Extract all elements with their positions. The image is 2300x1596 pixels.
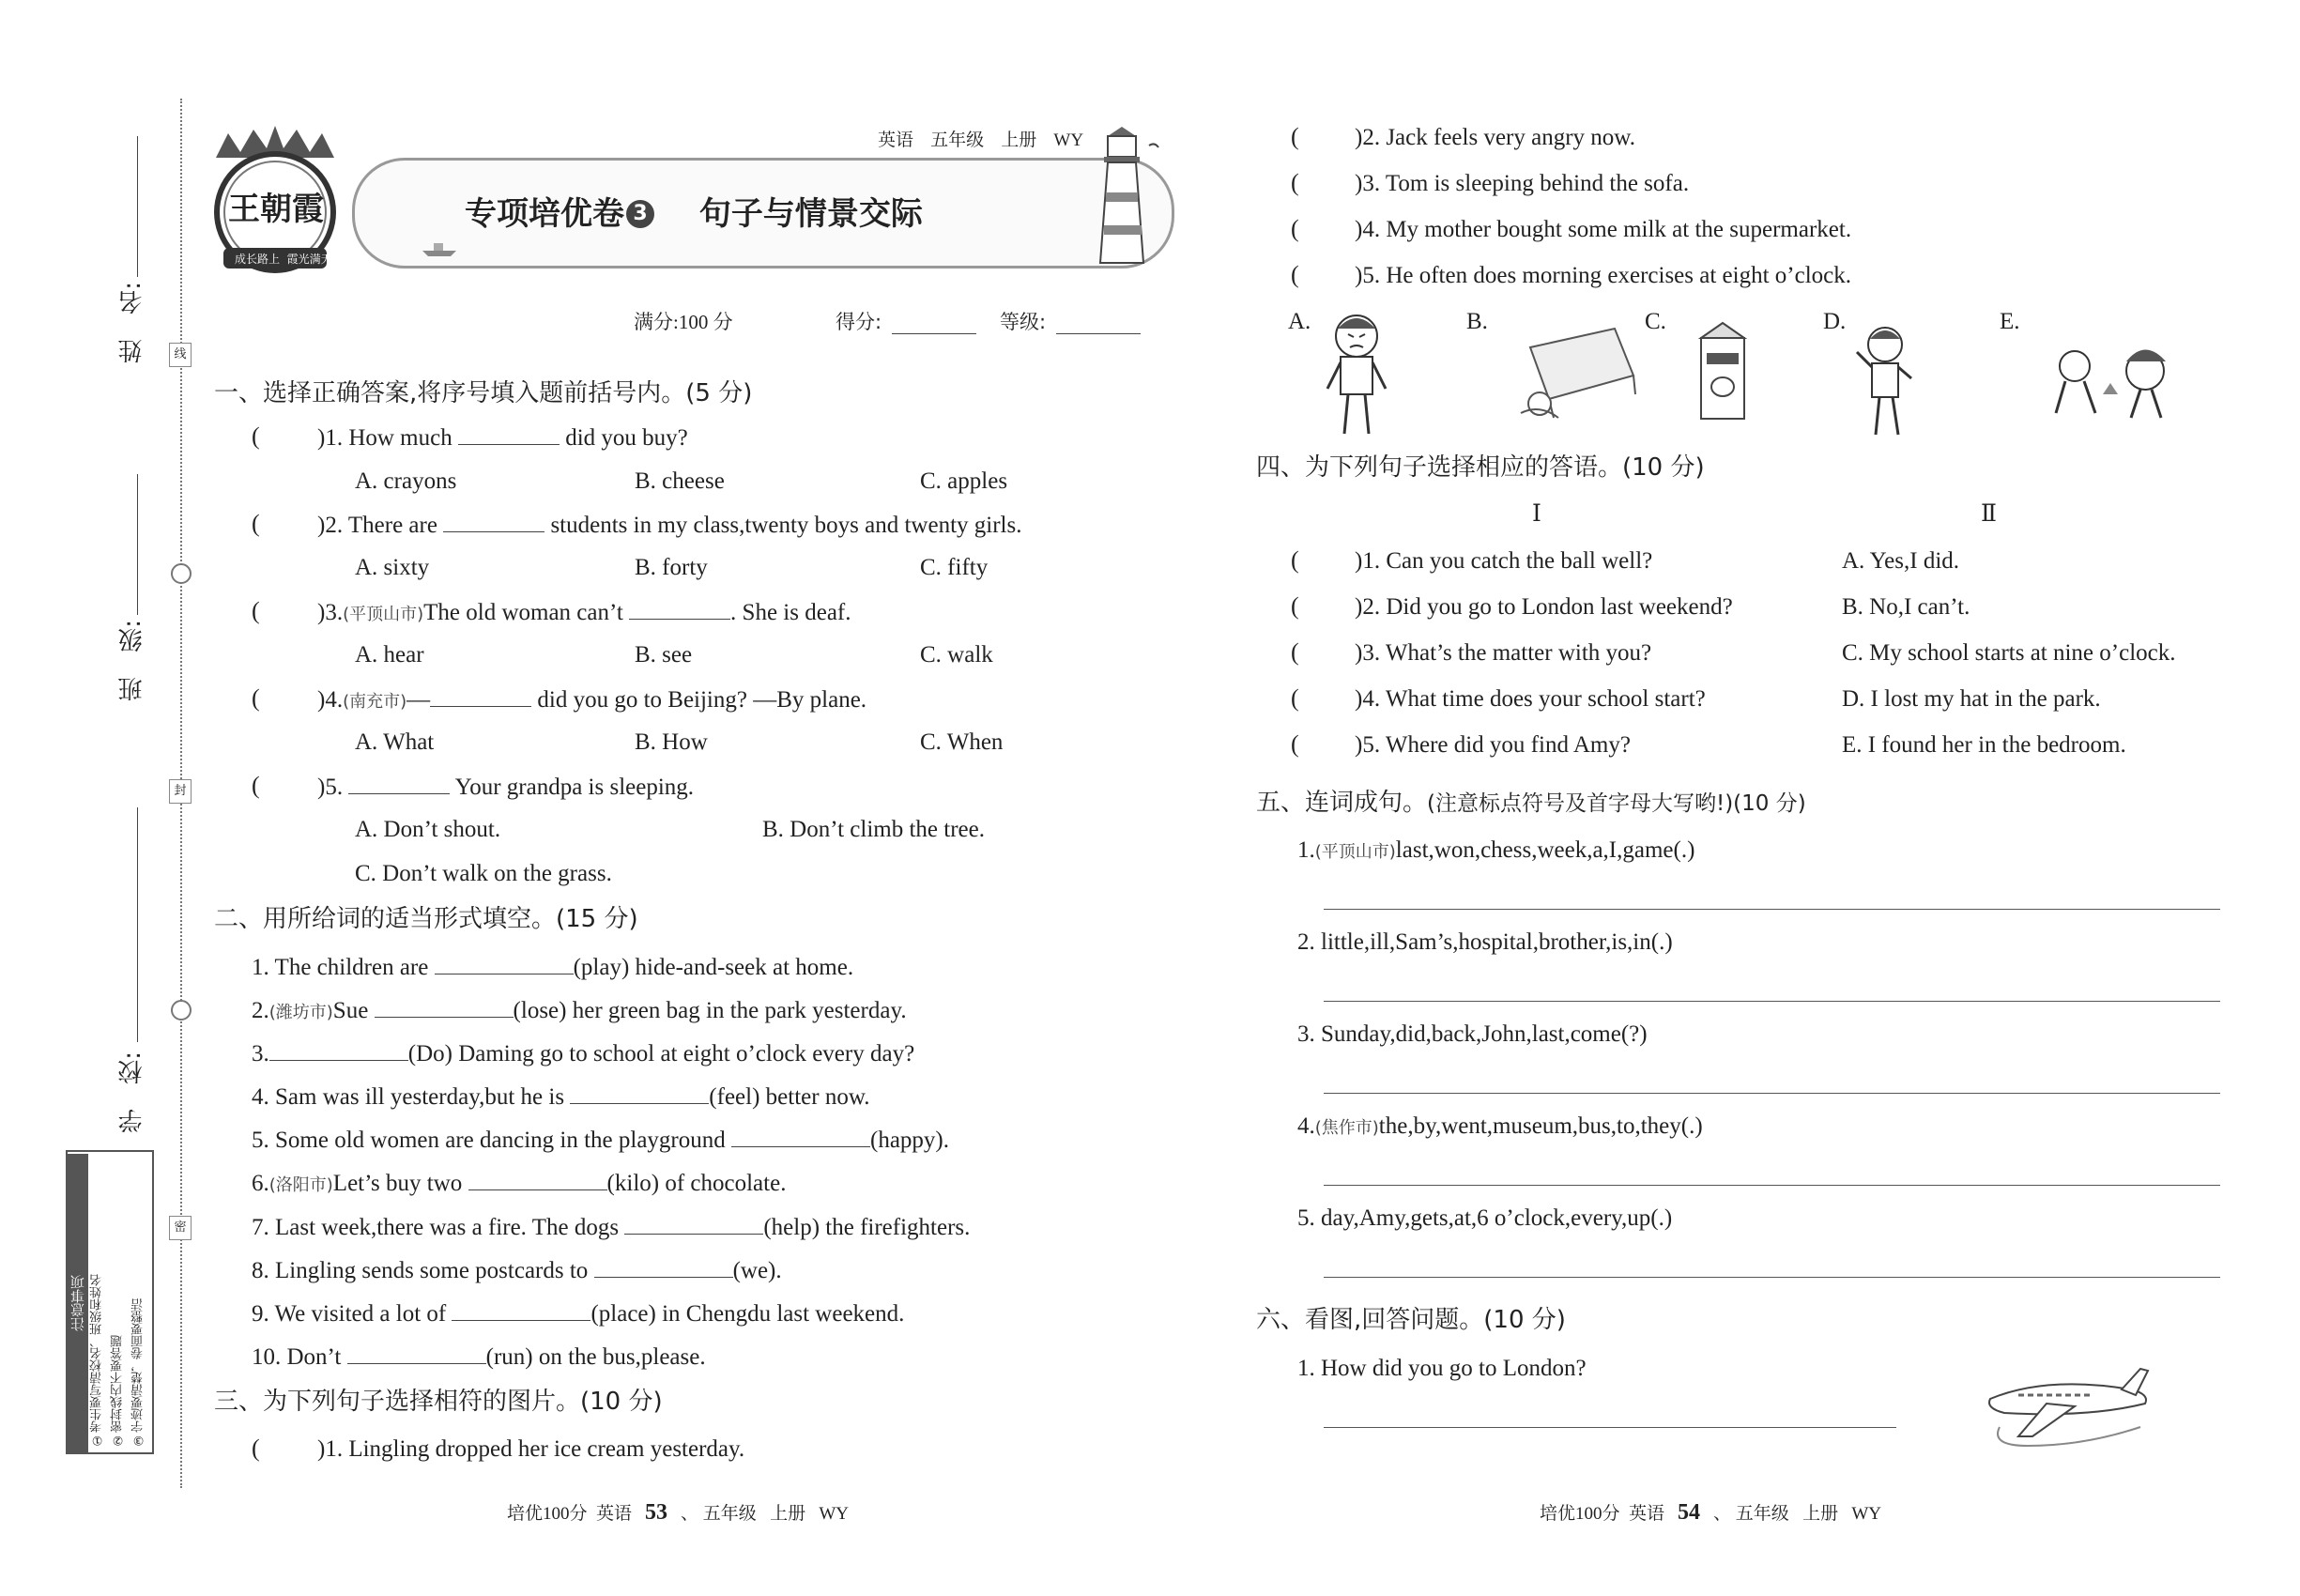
s1-q5-opt-b: B. Don’t climb the tree.	[762, 817, 985, 842]
notes-item-2: ②密封线内不要答题	[111, 1335, 125, 1447]
s4-q1: )1. Can you catch the ball well?	[1355, 548, 1653, 574]
notes-box	[66, 1150, 154, 1454]
s3-q2-answer-box[interactable]: (	[1291, 123, 1299, 150]
score-field[interactable]	[892, 333, 976, 334]
s4-q3-answer-box[interactable]: (	[1291, 638, 1299, 666]
s1-q4-opt-b: B. How	[635, 729, 708, 755]
s1-q2-opt-a: A. sixty	[355, 555, 430, 580]
logo-tag-2: 霞光满天	[286, 253, 332, 266]
school-field[interactable]	[137, 807, 138, 1042]
s1-q3-opt-a: A. hear	[355, 642, 424, 668]
title-subtitle: 句子与情景交际	[698, 195, 923, 233]
full-score: 满分:100 分	[634, 311, 733, 333]
s1-q2-opt-b: B. forty	[635, 555, 708, 580]
s1-q5-opt-a: A. Don’t shout.	[355, 817, 501, 842]
s2-item-8[interactable]: 8. Lingling sends some postcards to (we).	[252, 1258, 782, 1283]
s4-a1: A. Yes,I did.	[1842, 548, 1960, 574]
s3-q5: )5. He often does morning exercises at eight o’clock.	[1355, 263, 1851, 288]
s4-q2: )2. Did you go to London last weekend?	[1355, 594, 1733, 620]
s6-q1: 1. How did you go to London?	[1297, 1356, 1587, 1381]
s5-answer-line-1[interactable]	[1324, 909, 2220, 910]
class-label: 班 级:	[118, 620, 146, 701]
notes-item-3: ③字迹要清楚，卷面要整洁	[131, 1298, 146, 1447]
section1-heading: 一、选择正确答案,将序号填入题前括号内。(5 分)	[214, 379, 753, 407]
section5-heading: 五、连词成句。(注意标点符号及首字母大写哟!)(10 分)	[1256, 789, 1806, 817]
school-label: 学 校:	[118, 1051, 146, 1133]
s1-q1-answer-box[interactable]: (	[252, 422, 260, 450]
footer-right: 培优100分 英语 54 、 五年级 上册 WY	[1540, 1500, 1881, 1525]
s4-q3: )3. What’s the matter with you?	[1355, 640, 1652, 666]
s1-q4-answer-box[interactable]: (	[252, 684, 260, 712]
s1-q4-opt-a: A. What	[355, 729, 435, 755]
s3-q3-answer-box[interactable]: (	[1291, 169, 1299, 196]
s1-q3: )3.(平顶山市)The old woman can’t . She is deaf.	[317, 600, 851, 625]
name-field[interactable]	[137, 136, 138, 277]
section6-heading: 六、看图,回答问题。(10 分)	[1256, 1306, 1566, 1334]
s2-item-9[interactable]: 9. We visited a lot of (place) in Chengdu last weekend.	[252, 1301, 905, 1327]
lighthouse-illustration	[1080, 127, 1164, 268]
ice-cream-girls-picture	[2037, 338, 2187, 422]
s1-q2-answer-box[interactable]: (	[252, 510, 260, 537]
s4-q1-answer-box[interactable]: (	[1291, 546, 1299, 574]
s4-a5: E. I found her in the bedroom.	[1842, 732, 2126, 758]
s5-answer-line-5[interactable]	[1324, 1277, 2220, 1278]
title-number-badge: 3	[626, 200, 654, 228]
picture-label-d: D.	[1823, 309, 1847, 334]
section3-heading: 三、为下列句子选择相符的图片。(10 分)	[214, 1388, 663, 1416]
s2-item-6[interactable]: 6.(洛阳市)Let’s buy two (kilo) of chocolate.	[252, 1171, 787, 1196]
seal-circle-1	[171, 563, 192, 584]
s1-q5-opt-c: C. Don’t walk on the grass.	[355, 861, 612, 886]
s5-item-3: 3. Sunday,did,back,John,last,come(?)	[1297, 1021, 1648, 1047]
section2-heading: 二、用所给词的适当形式填空。(15 分)	[214, 905, 638, 933]
header-meta	[878, 126, 1083, 151]
header-volume: 上册	[1001, 130, 1037, 150]
s4-q5-answer-box[interactable]: (	[1291, 730, 1299, 758]
s4-q2-answer-box[interactable]: (	[1291, 592, 1299, 620]
s2-item-10[interactable]: 10. Don’t (run) on the bus,please.	[252, 1344, 706, 1370]
level-field[interactable]	[1056, 333, 1141, 334]
s1-q2: )2. There are students in my class,twenty boys and twenty girls.	[317, 513, 1022, 538]
page-number-left: 53	[645, 1500, 668, 1525]
section5-note: (注意标点符号及首字母大写哟!)(10 分)	[1427, 791, 1806, 816]
sofa-sleeping-picture	[1502, 319, 1643, 427]
seal-mark-seal: 封	[169, 779, 192, 804]
header-edition: WY	[1053, 130, 1084, 150]
s5-answer-line-2[interactable]	[1324, 1001, 2220, 1002]
s5-item-4: 4.(焦作市)the,by,went,museum,bus,to,they(.)	[1297, 1113, 1703, 1139]
s3-q1: )1. Lingling dropped her ice cream yesterday.	[317, 1436, 745, 1462]
header-grade: 五年级	[930, 130, 985, 150]
score-label: 得分:	[836, 311, 882, 333]
picture-label-a: A.	[1288, 309, 1311, 334]
footer-left: 培优100分 英语 53 、 五年级 上册 WY	[507, 1500, 849, 1525]
s2-item-3[interactable]: 3. (Do) Daming go to school at eight o’clock every day?	[252, 1041, 915, 1067]
s1-q3-opt-b: B. see	[635, 642, 693, 668]
s3-q4: )4. My mother bought some milk at the supermarket.	[1355, 217, 1852, 242]
s1-q5: )5. Your grandpa is sleeping.	[317, 775, 695, 800]
s4-q4-answer-box[interactable]: (	[1291, 684, 1299, 712]
logo-tagline	[235, 251, 332, 267]
s1-q1: )1. How much did you buy?	[317, 425, 688, 451]
s2-item-2[interactable]: 2.(潍坊市)Sue (lose) her green bag in the park yesterday.	[252, 998, 907, 1023]
s4-a3: C. My school starts at nine o’clock.	[1842, 640, 2176, 666]
s1-q1-opt-a: A. crayons	[355, 468, 457, 494]
s2-item-4[interactable]: 4. Sam was ill yesterday,but he is (feel) better now.	[252, 1084, 870, 1110]
s1-q2-opt-c: C. fifty	[920, 555, 989, 580]
seal-mark-secret: 密	[169, 1216, 192, 1240]
logo-tag-1: 成长路上	[235, 253, 281, 266]
notes-item-1: ①考生要写清校名、班级和姓名	[90, 1274, 104, 1447]
title-text: 专项培优卷	[465, 195, 624, 233]
s5-answer-line-3[interactable]	[1324, 1093, 2220, 1094]
section4-heading: 四、为下列句子选择相应的答语。(10 分)	[1256, 453, 1705, 482]
s3-q3: )3. Tom is sleeping behind the sofa.	[1355, 171, 1690, 196]
header-subject: 英语	[878, 130, 914, 150]
s4-q4: )4. What time does your school start?	[1355, 686, 1706, 712]
boat-icon	[421, 239, 458, 258]
s5-item-2: 2. little,ill,Sam’s,hospital,brother,is,in(.)	[1297, 929, 1673, 955]
class-field[interactable]	[137, 474, 138, 615]
s1-q3-opt-c: C. walk	[920, 642, 993, 668]
s4-q5: )5. Where did you find Amy?	[1355, 732, 1631, 758]
s3-q2: )2. Jack feels very angry now.	[1355, 125, 1635, 150]
seal-mark-line: 线	[169, 343, 192, 367]
column-header-1: Ⅰ	[1532, 501, 1541, 527]
s3-q4-answer-box[interactable]: (	[1291, 215, 1299, 242]
name-label: 姓 名:	[118, 282, 146, 363]
s5-item-5: 5. day,Amy,gets,at,6 o’clock,every,up(.)	[1297, 1205, 1673, 1231]
s3-q1-answer-box[interactable]: (	[252, 1435, 260, 1462]
s2-item-7[interactable]: 7. Last week,there was a fire. The dogs (help) the firefighters.	[252, 1215, 971, 1240]
notes-title: 注意事项	[68, 1154, 88, 1452]
s1-q3-answer-box[interactable]: (	[252, 597, 260, 624]
seal-circle-2	[171, 1000, 192, 1021]
s1-q4-opt-c: C. When	[920, 729, 1004, 755]
level-label: 等级:	[1000, 311, 1047, 333]
column-header-2: Ⅱ	[1981, 501, 1997, 527]
picture-label-e: E.	[2000, 309, 2020, 334]
s6-answer-line-1[interactable]	[1324, 1427, 1896, 1428]
page-number-right: 54	[1678, 1500, 1701, 1525]
s1-q4: )4.(南充市)— did you go to Beijing? —By plane.	[317, 687, 867, 713]
airplane-picture	[1981, 1361, 2159, 1460]
s4-a2: B. No,I can’t.	[1842, 594, 1970, 620]
s1-q1-opt-b: B. cheese	[635, 468, 725, 494]
s3-q5-answer-box[interactable]: (	[1291, 261, 1299, 288]
s4-a4: D. I lost my hat in the park.	[1842, 686, 2101, 712]
s2-item-5[interactable]: 5. Some old women are dancing in the playground (happy).	[252, 1128, 949, 1153]
s5-answer-line-4[interactable]	[1324, 1185, 2220, 1186]
picture-label-b: B.	[1466, 309, 1488, 334]
angry-boy-picture	[1314, 310, 1399, 441]
s2-item-1[interactable]: 1. The children are (play) hide-and-seek at home.	[252, 955, 854, 980]
exercise-boy-picture	[1849, 324, 1924, 441]
picture-label-c: C.	[1645, 309, 1666, 334]
milk-carton-picture	[1690, 319, 1756, 422]
s5-item-1: 1.(平顶山市)last,won,chess,week,a,I,game(.)	[1297, 837, 1695, 863]
page-title	[465, 188, 923, 234]
logo-text: 王朝霞	[228, 191, 324, 228]
s1-q1-opt-c: C. apples	[920, 468, 1008, 494]
s1-q5-answer-box[interactable]: (	[252, 772, 260, 799]
